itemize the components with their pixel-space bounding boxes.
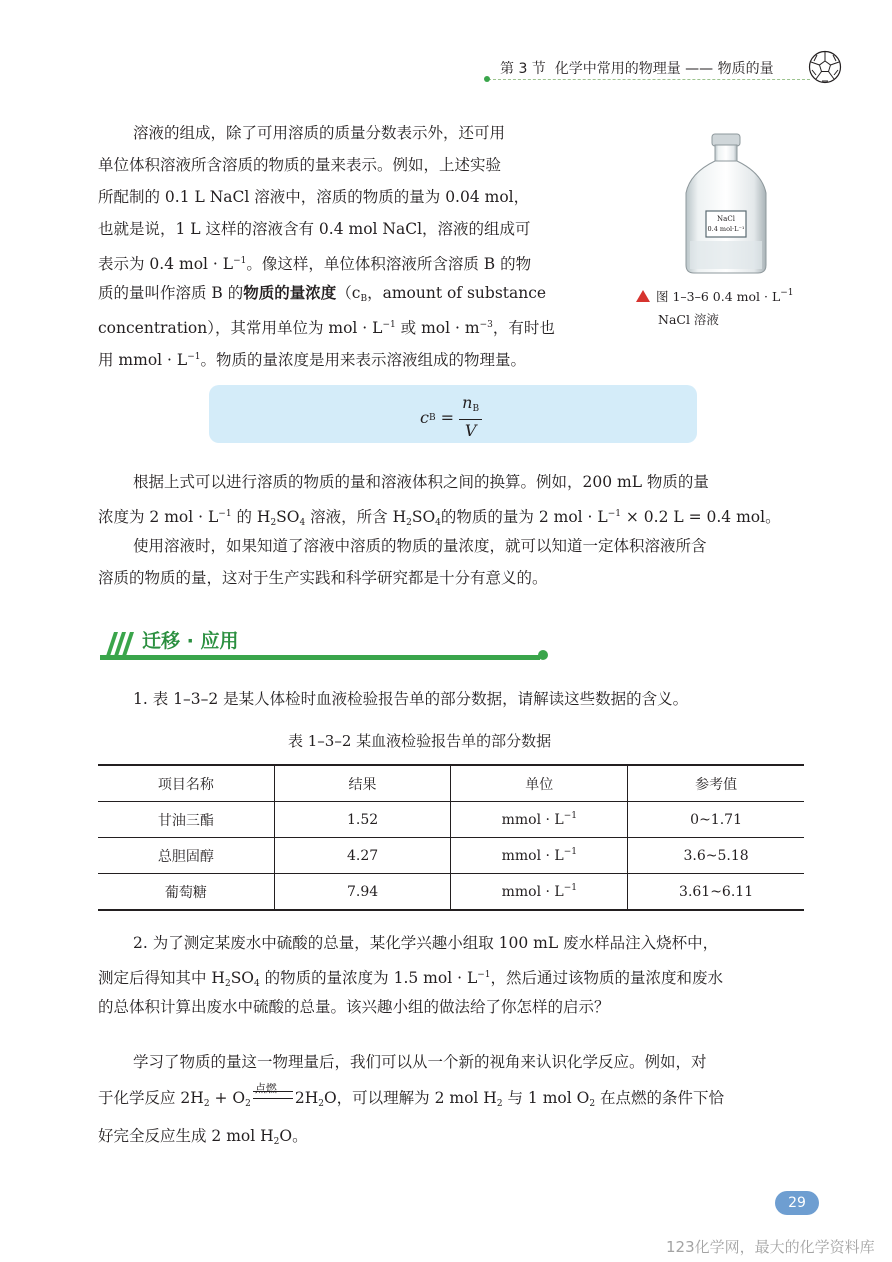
cell-reference: 0~1.71 bbox=[628, 802, 804, 838]
term-molar-concentration: 物质的量浓度 bbox=[243, 284, 337, 302]
cell-item: 总胆固醇 bbox=[98, 838, 274, 874]
cell-item: 葡萄糖 bbox=[98, 874, 274, 911]
bottle-label-name: NaCl bbox=[717, 215, 735, 223]
para1-line2: 单位体积溶液所含溶质的物质的量来表示。例如，上述实验 bbox=[98, 156, 502, 174]
cell-unit: mmol · $L^{-1}$ bbox=[451, 874, 628, 911]
header-rule bbox=[488, 79, 810, 80]
cell-unit: mmol · $L^{-1}$ bbox=[451, 802, 628, 838]
section-stripes-icon bbox=[100, 628, 136, 656]
question-2-line2: 测定后得知其中 $H_2SO_4$ 的物质的量浓度为 1.5 mol · $L^{-1}$，然后通过该物质的量浓度和废水 bbox=[98, 969, 724, 989]
para1-line1: 溶液的组成，除了可用溶质的质量分数表示外，还可用 bbox=[133, 124, 506, 142]
para4-line3: 好完全反应生成 2 mol $H_2O$。 bbox=[98, 1127, 308, 1147]
para1-line6: 质的量叫作溶质 B 的物质的量浓度（$c_B$，amount of substance bbox=[98, 284, 547, 304]
nacl-bottle-image bbox=[680, 133, 772, 275]
section-rule-dot bbox=[538, 650, 548, 660]
watermark-text: 123化学网，最大的化学资料库 bbox=[666, 1238, 875, 1256]
col-header-reference: 参考值 bbox=[628, 765, 804, 802]
para1-line8: 用 mmol · $L^{-1}$。物质的量浓度是用来表示溶液组成的物理量。 bbox=[98, 351, 526, 369]
col-header-item: 项目名称 bbox=[98, 765, 274, 802]
table-header-row bbox=[98, 765, 804, 802]
cell-reference: 3.61~6.11 bbox=[628, 874, 804, 911]
figure-caption: 图 1–3–6 0.4 mol · $L^{-1}$ NaCl 溶液 bbox=[636, 282, 794, 331]
cell-unit: mmol · $L^{-1}$ bbox=[451, 838, 628, 874]
reaction-equals-sign: 点燃 bbox=[253, 1091, 293, 1099]
col-header-result: 结果 bbox=[274, 765, 451, 802]
para4-line1: 学习了物质的量这一物理量后，我们可以从一个新的视角来认识化学反应。例如，对 bbox=[133, 1053, 707, 1071]
cell-reference: 3.6~5.18 bbox=[628, 838, 804, 874]
running-header: 第 3 节 化学中常用的物理量 —— 物质的量 bbox=[500, 61, 774, 77]
section-rule bbox=[100, 655, 540, 660]
page-number: 29 bbox=[775, 1191, 819, 1215]
cell-result: 4.27 bbox=[274, 838, 451, 874]
question-2-line1: 2. 为了测定某废水中硫酸的总量，某化学兴趣小组取 100 mL 废水样品注入烧杯中， bbox=[133, 934, 719, 952]
fullerene-icon bbox=[808, 50, 842, 84]
header-dot bbox=[484, 76, 490, 82]
concentration-formula: c B = $\frac{n_B}{V}$ bbox=[420, 393, 482, 442]
question-2-line3: 的总体积计算出废水中硫酸的总量。该兴趣小组的做法给了你怎样的启示？ bbox=[98, 998, 610, 1016]
para1-line4: 也就是说，1 L 这样的溶液含有 0.4 mol NaCl，溶液的组成可 bbox=[98, 220, 531, 238]
blood-test-table bbox=[98, 764, 804, 911]
cell-item: 甘油三酯 bbox=[98, 802, 274, 838]
table-row bbox=[98, 838, 804, 874]
figure-marker-icon bbox=[636, 290, 650, 302]
section-title: 迁移 · 应用 bbox=[142, 630, 239, 652]
para2-line2: 浓度为 2 mol · $L^{-1}$ 的 $H_2SO_4$ 溶液，所含 $H_2SO_4$的物质的量为 2 mol · $L^{-1} \times 0.2$ L = 0.4 mol。 bbox=[98, 508, 781, 528]
para1-line5: 表示为 0.4 mol · $L^{-1}$。像这样，单位体积溶液所含溶质 B 的物 bbox=[98, 255, 532, 273]
cell-result: 1.52 bbox=[274, 802, 451, 838]
para3-line1: 使用溶液时，如果知道了溶液中溶质的物质的量浓度，就可以知道一定体积溶液所含 bbox=[133, 537, 707, 555]
bottle-label-concentration: 0.4 mol·L⁻¹ bbox=[707, 225, 745, 233]
table-row bbox=[98, 802, 804, 838]
para3-line2: 溶质的物质的量，这对于生产实践和科学研究都是十分有意义的。 bbox=[98, 569, 548, 587]
para4-line2: 于化学反应 $2H_2 + O_2$ 点燃 $2H_2O$，可以理解为 2 mol $H_2$ 与 1 mol $O_2$ 在点燃的条件下恰 bbox=[98, 1082, 724, 1109]
table-caption: 表 1–3–2 某血液检验报告单的部分数据 bbox=[288, 732, 552, 750]
question-1: 1. 表 1–3–2 是某人体检时血液检验报告单的部分数据，请解读这些数据的含义。 bbox=[133, 690, 689, 708]
col-header-unit: 单位 bbox=[451, 765, 628, 802]
para1-line7: concentration），其常用单位为 mol · $L^{-1}$ 或 mol · $m^{-3}$，有时也 bbox=[98, 319, 555, 337]
table-row bbox=[98, 874, 804, 911]
para1-line3: 所配制的 0.1 L NaCl 溶液中，溶质的物质的量为 0.04 mol， bbox=[98, 188, 530, 206]
cell-result: 7.94 bbox=[274, 874, 451, 911]
para2-line1: 根据上式可以进行溶质的物质的量和溶液体积之间的换算。例如，200 mL 物质的量 bbox=[133, 473, 709, 491]
